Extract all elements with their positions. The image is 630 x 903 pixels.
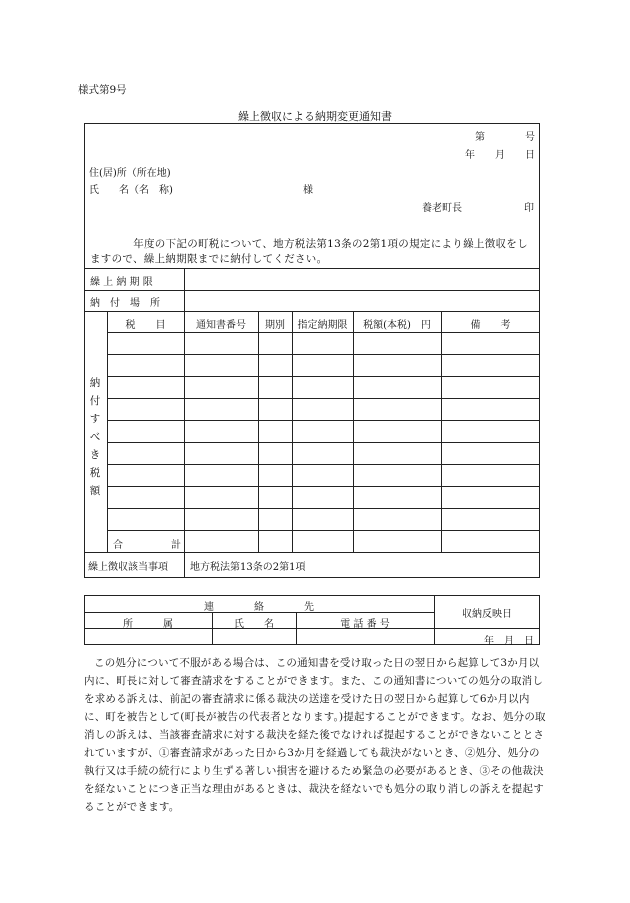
contact-col-name: 氏 名	[234, 619, 274, 630]
address-label: 住(居)所（所在地)	[89, 168, 171, 179]
document-title: 繰上徴収による納期変更通知書	[238, 110, 392, 123]
total-label: 合 計	[113, 540, 181, 551]
rule-total	[84, 552, 540, 553]
rule-tax-row	[107, 464, 540, 465]
notice-intro-text: 年度の下記の町税について、地方税法第13条の2第1項の規定により繰上徴収をしますので、繰上納期限までに納付してください。	[90, 238, 528, 265]
rule-tax-row	[107, 530, 540, 531]
col-tax-amount: 税額(本税) 円	[363, 320, 431, 331]
honorific-sama: 様	[303, 185, 313, 196]
rule-tax-row	[107, 442, 540, 443]
rule-col-2	[258, 311, 259, 552]
rule-tax-row	[107, 486, 540, 487]
name-label: 氏 名（名 称)	[89, 185, 173, 196]
rule-label-divider	[184, 268, 185, 311]
receipt-date-value: 年 月 日	[484, 636, 534, 647]
rule-col-5	[441, 311, 442, 552]
rule-tax-row	[107, 508, 540, 509]
reason-value: 地方税法第13条の2第1項	[190, 562, 306, 573]
document-date-label: 年 月 日	[465, 150, 535, 161]
col-tax-item: 税 目	[125, 320, 166, 331]
rule-tax-row	[107, 354, 540, 355]
payment-place-label: 納 付 場 所	[90, 298, 160, 309]
col-remarks: 備 考	[470, 320, 511, 331]
rule-col-4	[353, 311, 354, 552]
rule-tax-row	[107, 398, 540, 399]
rule-deadline	[84, 290, 540, 291]
rule-place	[84, 311, 540, 312]
rule-tax-row	[107, 420, 540, 421]
col-period: 期別	[265, 320, 285, 331]
receipt-date-label: 収納反映日	[462, 609, 512, 620]
contact-header: 連 絡 先	[204, 602, 314, 613]
rule-side-label	[107, 311, 108, 552]
rule-tax-row	[107, 376, 540, 377]
deadline-label: 繰 上 納 期 限	[90, 277, 153, 288]
rule-col-1	[184, 311, 185, 578]
col-due-date: 指定納期限	[297, 320, 348, 331]
rule-top-table	[84, 268, 540, 269]
col-notice-number: 通知書番号	[196, 320, 246, 331]
contact-col-department: 所 属	[123, 619, 173, 630]
form-number: 様式第9号	[78, 84, 127, 96]
document-number-label: 第 号	[475, 132, 535, 143]
contact-col-phone: 電 話 番 号	[340, 619, 390, 630]
rule-tax-header	[107, 332, 540, 333]
reason-label: 繰上徴収該当事項	[88, 562, 168, 573]
issuer-label: 養老町長	[422, 203, 462, 214]
seal-mark: 印	[524, 203, 534, 214]
appeal-notice-text: この処分について不服がある場合は、この通知書を受け取った日の翌日から起算して3か月以内に、町長に対して審査請求をすることができます。また、この通知書についての処分の取消しを求める訴えは、前記の審査請求に係る裁決の送達を受けた日の翌日から起算して6か月以内に、町を被告として(町長が被告の代表者となります。)提起することができます。なお、処分の取消しの訴えは、当該審査請求に対する裁決を経た後でなければ提起することができないこととされていますが、①審査請求があった日から3か月を経過しても裁決がないとき、②処分、処分の執行又は手続の続行により生ずる著しい損害を避けるため緊急の必要があるとき、③その他裁決を経ないことにつき正当な理由があるときは、裁決を経ないでも処分の取り消しの訴えを提起することができます。	[84, 657, 546, 813]
rule-col-3	[292, 311, 293, 552]
side-label-taxable-amount: 納 付 す べ き 税 額	[89, 377, 101, 497]
